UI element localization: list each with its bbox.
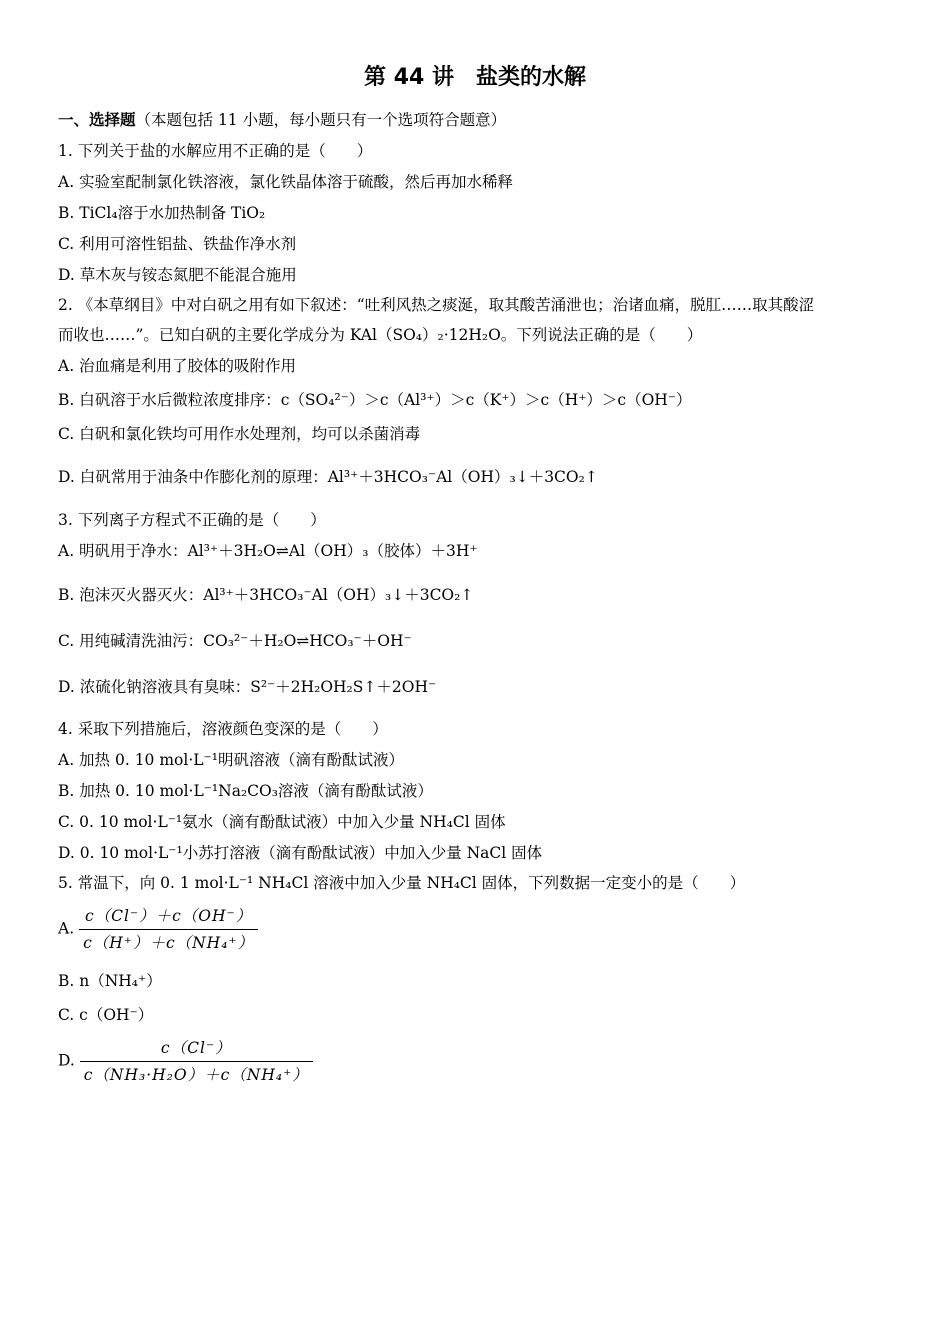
q4-option-a: A. 加热 0. 10 mol·L⁻¹明矾溶液（滴有酚酞试液） bbox=[58, 751, 404, 769]
q3-option-d: D. 浓硫化钠溶液具有臭味：S²⁻＋2H₂OH₂S↑＋2OH⁻ bbox=[58, 678, 437, 696]
q5-option-c: C. c（OH⁻） bbox=[58, 1006, 154, 1024]
q1-option-a: A. 实验室配制氯化铁溶液，氯化铁晶体溶于硫酸，然后再加水稀释 bbox=[58, 173, 514, 191]
q5-option-a-fraction bbox=[79, 903, 258, 956]
q2-option-a: A. 治血痛是利用了胶体的吸附作用 bbox=[58, 357, 297, 375]
q5-option-d-fraction bbox=[80, 1035, 313, 1088]
q3-stem: 3. 下列离子方程式不正确的是（ ） bbox=[58, 511, 326, 529]
q1-stem: 1. 下列关于盐的水解应用不正确的是（ ） bbox=[58, 142, 373, 160]
q3-option-b: B. 泡沫灭火器灭火：Al³⁺＋3HCO₃⁻Al（OH）₃↓＋3CO₂↑ bbox=[58, 586, 474, 604]
q5-option-d-numerator: c（Cl⁻） bbox=[80, 1035, 313, 1062]
section-note: （本题包括 11 小题，每小题只有一个选项符合题意） bbox=[135, 111, 507, 129]
q4-option-c: C. 0. 10 mol·L⁻¹氨水（滴有酚酞试液）中加入少量 NH₄Cl 固体 bbox=[58, 813, 506, 831]
q3-option-a: A. 明矾用于净水：Al³⁺＋3H₂O⇌Al（OH）₃（胶体）＋3H⁺ bbox=[58, 542, 478, 560]
q2-stem-line2: 而收也……”。已知白矾的主要化学成分为 KAl（SO₄）₂·12H₂O。下列说法正确的是（ ） bbox=[58, 326, 703, 344]
q4-option-d: D. 0. 10 mol·L⁻¹小苏打溶液（滴有酚酞试液）中加入少量 NaCl 固体 bbox=[58, 844, 543, 862]
q5-option-a-denominator: c（H⁺）＋c（NH₄⁺） bbox=[83, 934, 255, 952]
q1-option-d: D. 草木灰与铵态氮肥不能混合施用 bbox=[58, 266, 297, 284]
q2-stem-line1: 2. 《本草纲目》中对白矾之用有如下叙述：“吐利风热之痰涎，取其酸苦涌泄也；治诸血痛，脱肛……取其酸涩 bbox=[58, 296, 815, 314]
q5-option-a bbox=[58, 903, 258, 956]
q2-option-b: B. 白矾溶于水后微粒浓度排序：c（SO₄²⁻）＞c（Al³⁺）＞c（K⁺）＞c（H⁺）＞c（OH⁻） bbox=[58, 391, 692, 409]
q1-option-b: B. TiCl₄溶于水加热制备 TiO₂ bbox=[58, 204, 266, 222]
section-label: 一、选择题 bbox=[58, 111, 136, 129]
q4-option-b: B. 加热 0. 10 mol·L⁻¹Na₂CO₃溶液（滴有酚酞试液） bbox=[58, 782, 433, 800]
section-heading bbox=[58, 109, 506, 131]
q5-option-b: B. n（NH₄⁺） bbox=[58, 972, 162, 990]
q5-stem: 5. 常温下，向 0. 1 mol·L⁻¹ NH₄Cl 溶液中加入少量 NH₄Cl 固体，下列数据一定变小的是（ ） bbox=[58, 874, 746, 892]
q5-option-d-label: D. bbox=[58, 1051, 75, 1070]
q3-option-c: C. 用纯碱清洗油污：CO₃²⁻＋H₂O⇌HCO₃⁻＋OH⁻ bbox=[58, 632, 412, 650]
q4-stem: 4. 采取下列措施后，溶液颜色变深的是（ ） bbox=[58, 720, 388, 738]
q2-option-d: D. 白矾常用于油条中作膨化剂的原理：Al³⁺＋3HCO₃⁻Al（OH）₃↓＋3CO₂↑ bbox=[58, 468, 598, 486]
q5-option-d bbox=[58, 1035, 313, 1088]
page-title: 第 44 讲 盐类的水解 bbox=[364, 65, 586, 90]
q5-option-d-denominator: c（NH₃·H₂O）＋c（NH₄⁺） bbox=[83, 1066, 309, 1084]
q1-option-c: C. 利用可溶性铝盐、铁盐作净水剂 bbox=[58, 235, 297, 253]
q5-option-a-label: A. bbox=[58, 919, 75, 938]
q5-option-a-numerator: c（Cl⁻）＋c（OH⁻） bbox=[79, 903, 258, 930]
q2-option-c: C. 白矾和氯化铁均可用作水处理剂，均可以杀菌消毒 bbox=[58, 425, 421, 443]
